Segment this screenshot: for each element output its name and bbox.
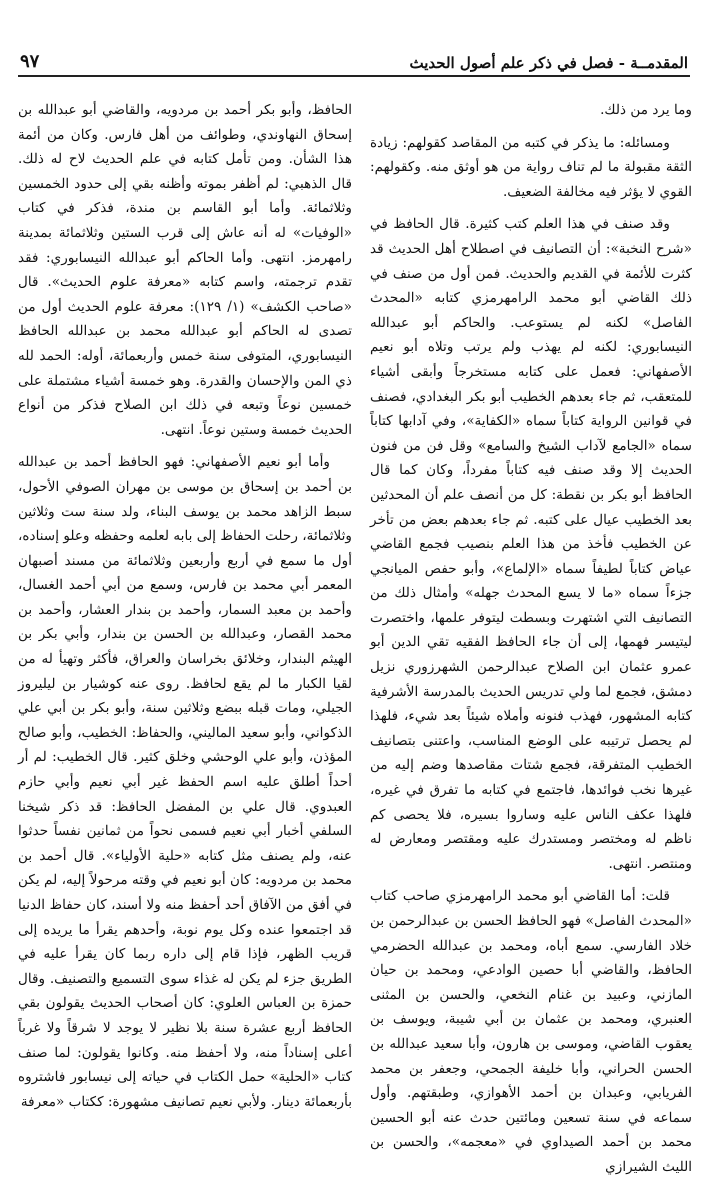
- chapter-title: المقدمــة - فصل في ذكر علم أصول الحديث: [409, 54, 688, 72]
- page-number: ٩٧: [20, 51, 40, 72]
- right-column: [370, 98, 692, 1175]
- paragraph: قلت: أما القاضي أبو محمد الرامهرمزي صاحب كتاب «المحدث الفاصل» فهو الحافظ الحسن بن عبدالرحمن بن خلاد الفارسي. سمع أباه، ومحمد بن عبدالله الحضرمي الحافظ، والقاضي أبا حصين الوادعي، ومحمد بن حيان المازني، وعبيد بن غنام النخعي، والحسن بن المثنى العنبري، ومحمد بن عثمان بن أبي شيبة، ويوسف بن يعقوب القاضي، وموسى بن هارون، وأبا سعيد عبدالله بن الحسن الحراني، وأبا خليفة الجمحي، وجعفر بن محمد الفريابي، وعبدان بن أحمد الأهوازي، وطبقتهم. وأول سماعه في سنة تسعين ومائتين حدث عنه أبو الحسين محمد بن أحمد الصيداوي في «معجمه»، والحسن بن الليث الشيرازي: [370, 888, 692, 1175]
- running-header: [20, 42, 688, 72]
- paragraph: ومسائله: ما يذكر في كتبه من المقاصد كقولهم: زيادة الثقة مقبولة ما لم تناف رواية من هو أوثق منه. وكقولهم: القوي لا يؤثر فيه مخالفة الضعيف.: [370, 134, 692, 200]
- paragraph: وقد صنف في هذا العلم كتب كثيرة. قال الحافظ في «شرح النخبة»: أن التصانيف في اصطلاح أهل الحديث قد كثرت للأئمة في القديم والحديث. فمن أول من صنف في ذلك القاضي أبو محمد الرامهرمزي كتابه «المحدث الفاصل» لكنه لم يستوعب. والحاكم أبو عبدالله النيسابوري: لكنه لم يهذب ولم يرتب وتلاه أبو نعيم الأصفهاني: فعمل على كتابه مستخرجاً وأبقى أشياء للمتعقب، ثم جاء بعدهم الخطيب أبو بكر البغدادي، فصنف في قوانين الرواية كتاباً سماه «الكفاية»، وفي آدابها كتاباً سماه «الجامع لآداب الشيخ والسامع» وقل فن من فنون الحديث إلا وقد صنف فيه كتاباً مفرداً، وكان كما قال الحافظ أبو بكر بن نقطة: كل من أنصف علم أن المحدثين بعد الخطيب عيال على كتبه. ثم جاء بعدهم بعض من تأخر عن الخطيب فأخذ من هذا العلم بنصيب فجمع القاضي عياض كتاباً لطيفاً سماه «الإلماع»، وأبو حفص الميانجي جزءاً سماه «ما لا يسع المحدث جهله» وأمثال ذلك من التصانيف التي اشتهرت وبسطت ليتوفر علمها، واختصرت ليتيسر فهمها، إلى أن جاء الحافظ الفقيه تقي الدين أبو عمرو عثمان ابن الصلاح عبدالرحمن الشهرزوري نزيل دمشق، فجمع لما ولي تدريس الحديث بالمدرسة الأشرفية كتابه المشهور، فهذب فنونه وأملاه شيئاً بعد شيء، فلهذا لم يحصل ترتيبه على الوضع المناسب، واعتنى بتصانيف الخطيب المتفرقة، فجمع شتات مقاصدها وضم إليه من غيرها نخب فوائدها، فاجتمع في كتابه ما تفرق في غيره، فلهذا عكف الناس عليه وساروا بسيره، فلا يحصى كم ناظم له ومختصر ومستدرك عليه ومقتصر ومعارض له ومنتصر. انتهى.: [370, 216, 692, 872]
- paragraph: وأما أبو نعيم الأصفهاني: فهو الحافظ أحمد بن عبدالله بن أحمد بن إسحاق بن موسى بن مهران الصوفي الأحول، سبط الزاهد محمد بن يوسف البناء، ولد سنة ست وثلاثين وثلاثمائة، رحلت الحفاظ إلى بابه لعلمه وحفظه وعلو إسناده، أول ما سمع في أربع وأربعين وثلاثمائة من مسند أصبهان المعمر أبي محمد بن فارس، وسمع من أبي أحمد الغسال، وأحمد بن معبد السمار، وأحمد بن بندار العشار، وأحمد بن محمد القصار، وعبدالله بن الحسن بن بندار، وأبي بكر بن الهيثم البندار، وخلائق بخراسان والعراق، فأكثر وتهيأ له من لقيا الكبار ما لم يقع لحافظ. روى عنه كوشيار بن ليليروز الجيلي، ومات قبله ببضع وثلاثين سنة، وأبو بكر بن أبي علي الذكواني، وأبو سعيد الماليني، والحفاظ: الخطيب، وأبو صالح المؤذن، وأبو علي الوحشي وخلق كثير. قال الخطيب: لم أر أحداً أطلق عليه اسم الحفظ غير أبي نعيم وأبي حازم العبدوي. قال علي بن المفضل الحافظ: قد ذكر شيخنا السلفي أخبار أبي نعيم فسمى نحواً من ثمانين نفساً حدثوا عنه، ولم يصنف مثل كتابه «حلية الأولياء». قال أحمد بن محمد بن مردويه: كان أبو نعيم في وقته مرحولاً إليه، لم يكن في أفق من الآفاق أحد أحفظ منه ولا أسند، كان حفاظ الدنيا قد اجتمعوا عنده وكل يوم نوبة، وأحدهم يقرأ ما يريده إلى قريب الظهر، فإذا قام إلى داره ربما كان يقرأ عليه في الطريق جزء لم يكن له غذاء سوى التسميع والتصنيف. وقال حمزة بن العباس العلوي: كان أصحاب الحديث يقولون بقي الحافظ أربع عشرة سنة بلا نظير لا يوجد لا شرقاً ولا غرباً أعلى إسناداً منه، ولا أحفظ منه. وكانوا يقولون: لما صنف كتاب «الحلية» حمل الكتاب في حياته إلى نيسابور فاشتروه بأربعمائة دينار. ولأبي نعيم تصانيف مشهورة: ككتاب «معرفة: [18, 454, 352, 1110]
- paragraph: وما يرد من ذلك.: [600, 102, 692, 118]
- left-column: [18, 98, 352, 1110]
- paragraph: الحافظ، وأبو بكر أحمد بن مردويه، والقاضي أبو عبدالله بن إسحاق النهاوندي، وطوائف من أهل فارس. وكان من أئمة هذا الشأن. ومن تأمل كتابه في علم الحديث لاح له ذلك. قال الذهبي: لم أظفر بموته وأظنه بقي إلى حدود الخمسين وثلاثمائة. وأما أبو القاسم بن مندة، فذكر في كتاب «الوفيات» له أنه عاش إلى قرب الستين وثلاثمائة بمدينة رامهرمز. انتهى. وأما الحاكم أبو عبدالله النيسابوري: فقد تقدم ترجمته، واسم كتابه «معرفة علوم الحديث». قال «صاحب الكشف» (١/ ١٢٩): معرفة علوم الحديث أول من تصدى له الحاكم أبو عبدالله محمد بن عبدالله الحافظ النيسابوري، المتوفى سنة خمس وأربعمائة، أوله: الحمد لله ذي المن والإحسان والقدرة. وهو خمسة أشياء مشتملة على خمسين نوعاً وتبعه في ذلك ابن الصلاح فذكر من أنواع الحديث خمسة وستين نوعاً. انتهى.: [18, 102, 352, 438]
- header-divider: [18, 75, 690, 77]
